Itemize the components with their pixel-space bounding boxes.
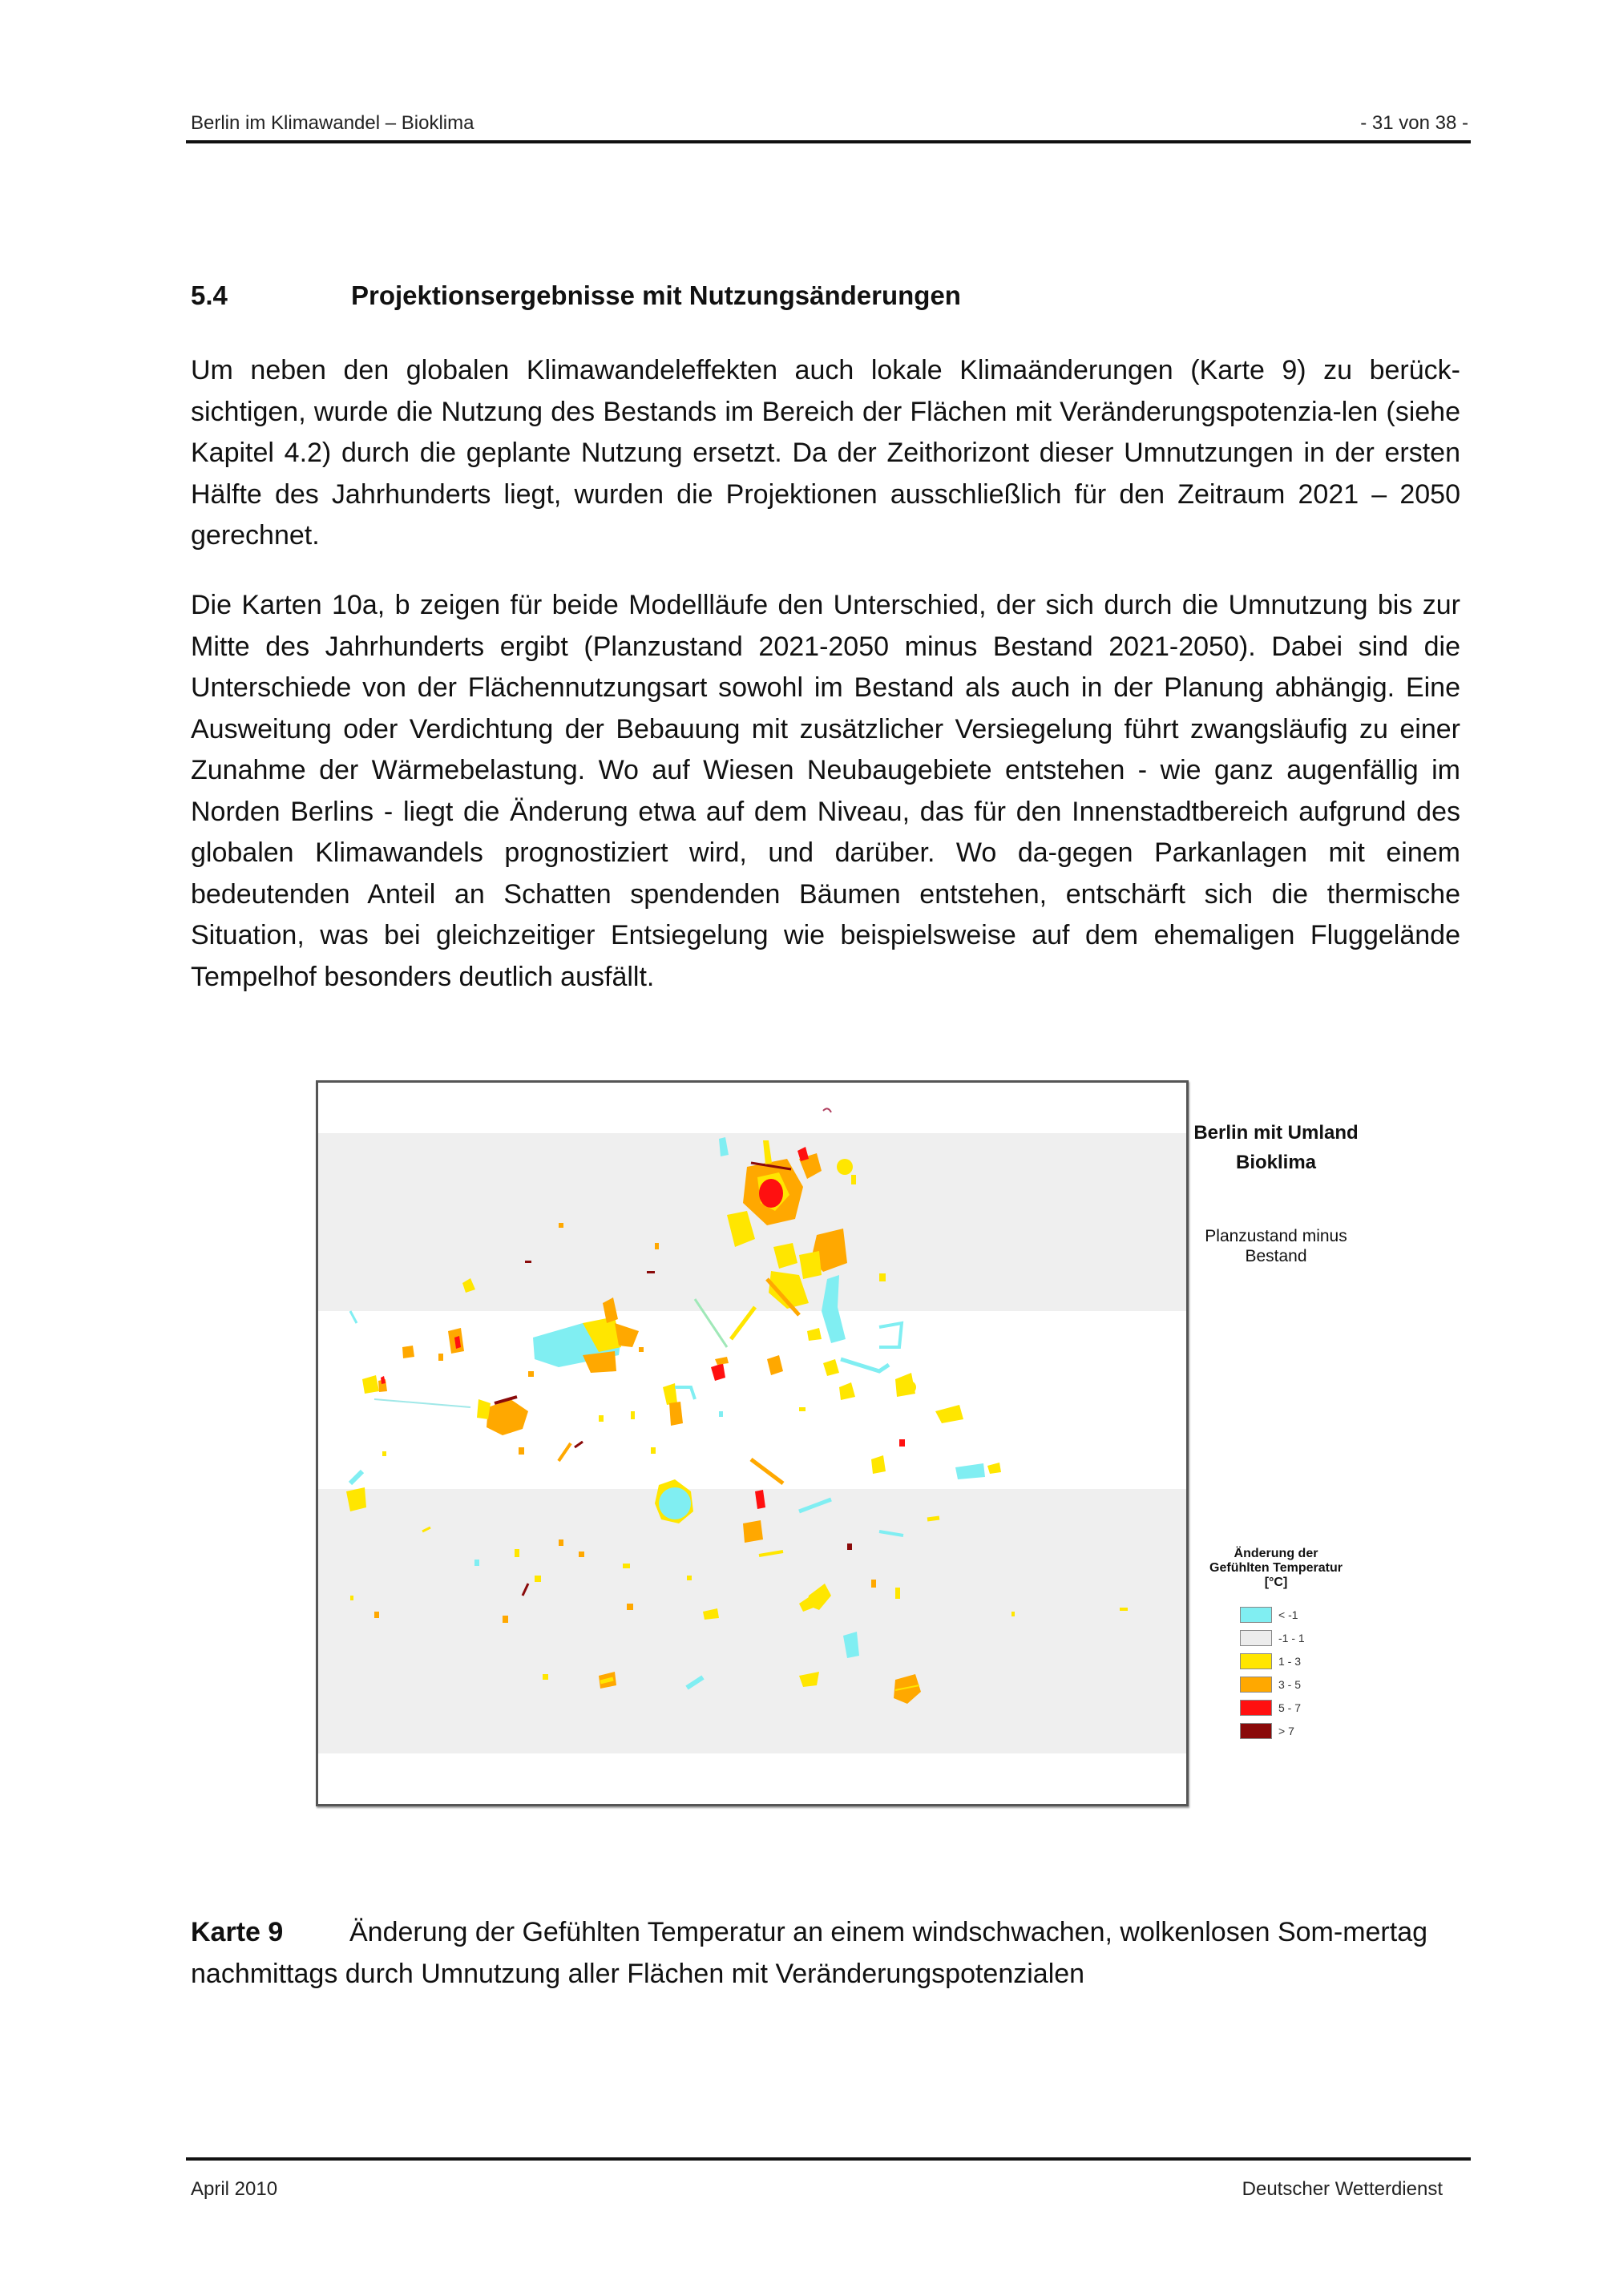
caption-text: Änderung der Gefühlten Temperatur an einem windschwachen, wolkenlosen Som-mertag nachmittags durch Umnutzung aller Flächen mit Veränderungspotenzialen <box>191 1917 1428 1989</box>
legend-item <box>1240 1649 1305 1673</box>
legend-list <box>1240 1603 1305 1742</box>
section-title: Projektionsergebnisse mit Nutzungsänderungen <box>351 280 961 310</box>
legend-label: < -1 <box>1278 1608 1298 1621</box>
legend-item <box>1240 1696 1305 1719</box>
map-title <box>1188 1118 1364 1177</box>
legend-item <box>1240 1673 1305 1696</box>
legend-heading-line3: [°C] <box>1264 1576 1288 1589</box>
legend-item <box>1240 1603 1305 1626</box>
legend-label: 1 - 3 <box>1278 1654 1302 1668</box>
legend-label: 5 - 7 <box>1278 1701 1302 1714</box>
map-raster <box>318 1083 1186 1804</box>
legend-swatch <box>1240 1607 1272 1623</box>
body-paragraph-2: Die Karten 10a, b zeigen für beide Modellläufe den Unterschied, der sich durch die Umnutzung bis zur Mitte des Jahrhunderts ergibt (Planzustand 2021-2050 minus Bestand 2021-2050). Dabei sind die Unterschiede von der Flächennutzungsart sowohl im Bestand als auch in der Planung abhängig. Eine Ausweitung oder Verdichtung der Bebauung mit zusätzlicher Versiegelung führt zwangsläufig zu einer Zunahme der Wärmebelastung. Wo auf Wiesen Neubaugebiete entstehen - wie ganz augenfällig im Norden Berlins - liegt die Änderung etwa auf dem Niveau, das für den Innenstadtbereich aufgrund des globalen Klimawandels prognostiziert wird, und darüber. Wo da-gegen Parkanlagen mit einem bedeutenden Anteil an Schatten spendenden Bäumen entstehen, entschärft sich die thermische Situation, was bei gleichzeitiger Entsiegelung wie beispielsweise auf dem ehemaligen Fluggelände Tempelhof besonders deutlich ausfällt. <box>191 590 1460 992</box>
legend-swatch <box>1240 1677 1272 1693</box>
legend-heading-line2: Gefühlten Temperatur <box>1209 1561 1343 1575</box>
legend-swatch <box>1240 1723 1272 1739</box>
figure-caption <box>191 1912 1460 1995</box>
running-header-title: Berlin im Klimawandel – Bioklima <box>191 112 474 134</box>
map-band-north <box>318 1133 1186 1311</box>
legend-swatch <box>1240 1630 1272 1646</box>
footer-publisher: Deutscher Wetterdienst <box>1242 2178 1443 2200</box>
section-heading <box>191 280 961 311</box>
page-number: - 31 von 38 - <box>1360 112 1468 134</box>
body-paragraph-1: Um neben den globalen Klimawandeleffekten auch lokale Klimaänderungen (Karte 9) zu berück-sichtigen, wurde die Nutzung des Bestands im Bereich der Flächen mit Veränderungspotenzia-len (siehe Kapitel 4.2) durch die geplante Nutzung ersetzt. Da der Zeithorizont dieser Umnutzungen in der ersten Hälfte des Jahrhunderts liegt, wurden die Projektionen ausschließlich für den Zeitraum 2021 – 2050 gerechnet. <box>191 355 1460 551</box>
legend-heading-line1: Änderung der <box>1234 1547 1318 1560</box>
footer-divider <box>186 2157 1471 2161</box>
map-title-line2: Bioklima <box>1235 1152 1317 1173</box>
map-subtitle-line1: Planzustand minus <box>1205 1227 1347 1245</box>
legend-swatch <box>1240 1700 1272 1716</box>
section-number: 5.4 <box>191 280 228 310</box>
header-divider <box>186 140 1471 143</box>
footer-date: April 2010 <box>191 2178 278 2200</box>
legend-label: > 7 <box>1278 1724 1294 1737</box>
map-subtitle <box>1188 1226 1364 1266</box>
legend-label: -1 - 1 <box>1278 1631 1305 1644</box>
caption-label: Karte 9 <box>191 1917 284 1947</box>
legend-label: 3 - 5 <box>1278 1677 1302 1691</box>
legend-item <box>1240 1719 1305 1742</box>
map-subtitle-line2: Bestand <box>1245 1247 1307 1265</box>
legend-heading <box>1188 1547 1364 1590</box>
map-title-line1: Berlin mit Umland <box>1193 1122 1359 1144</box>
legend-item <box>1240 1626 1305 1649</box>
map-figure <box>316 1080 1189 1806</box>
legend-swatch <box>1240 1653 1272 1669</box>
